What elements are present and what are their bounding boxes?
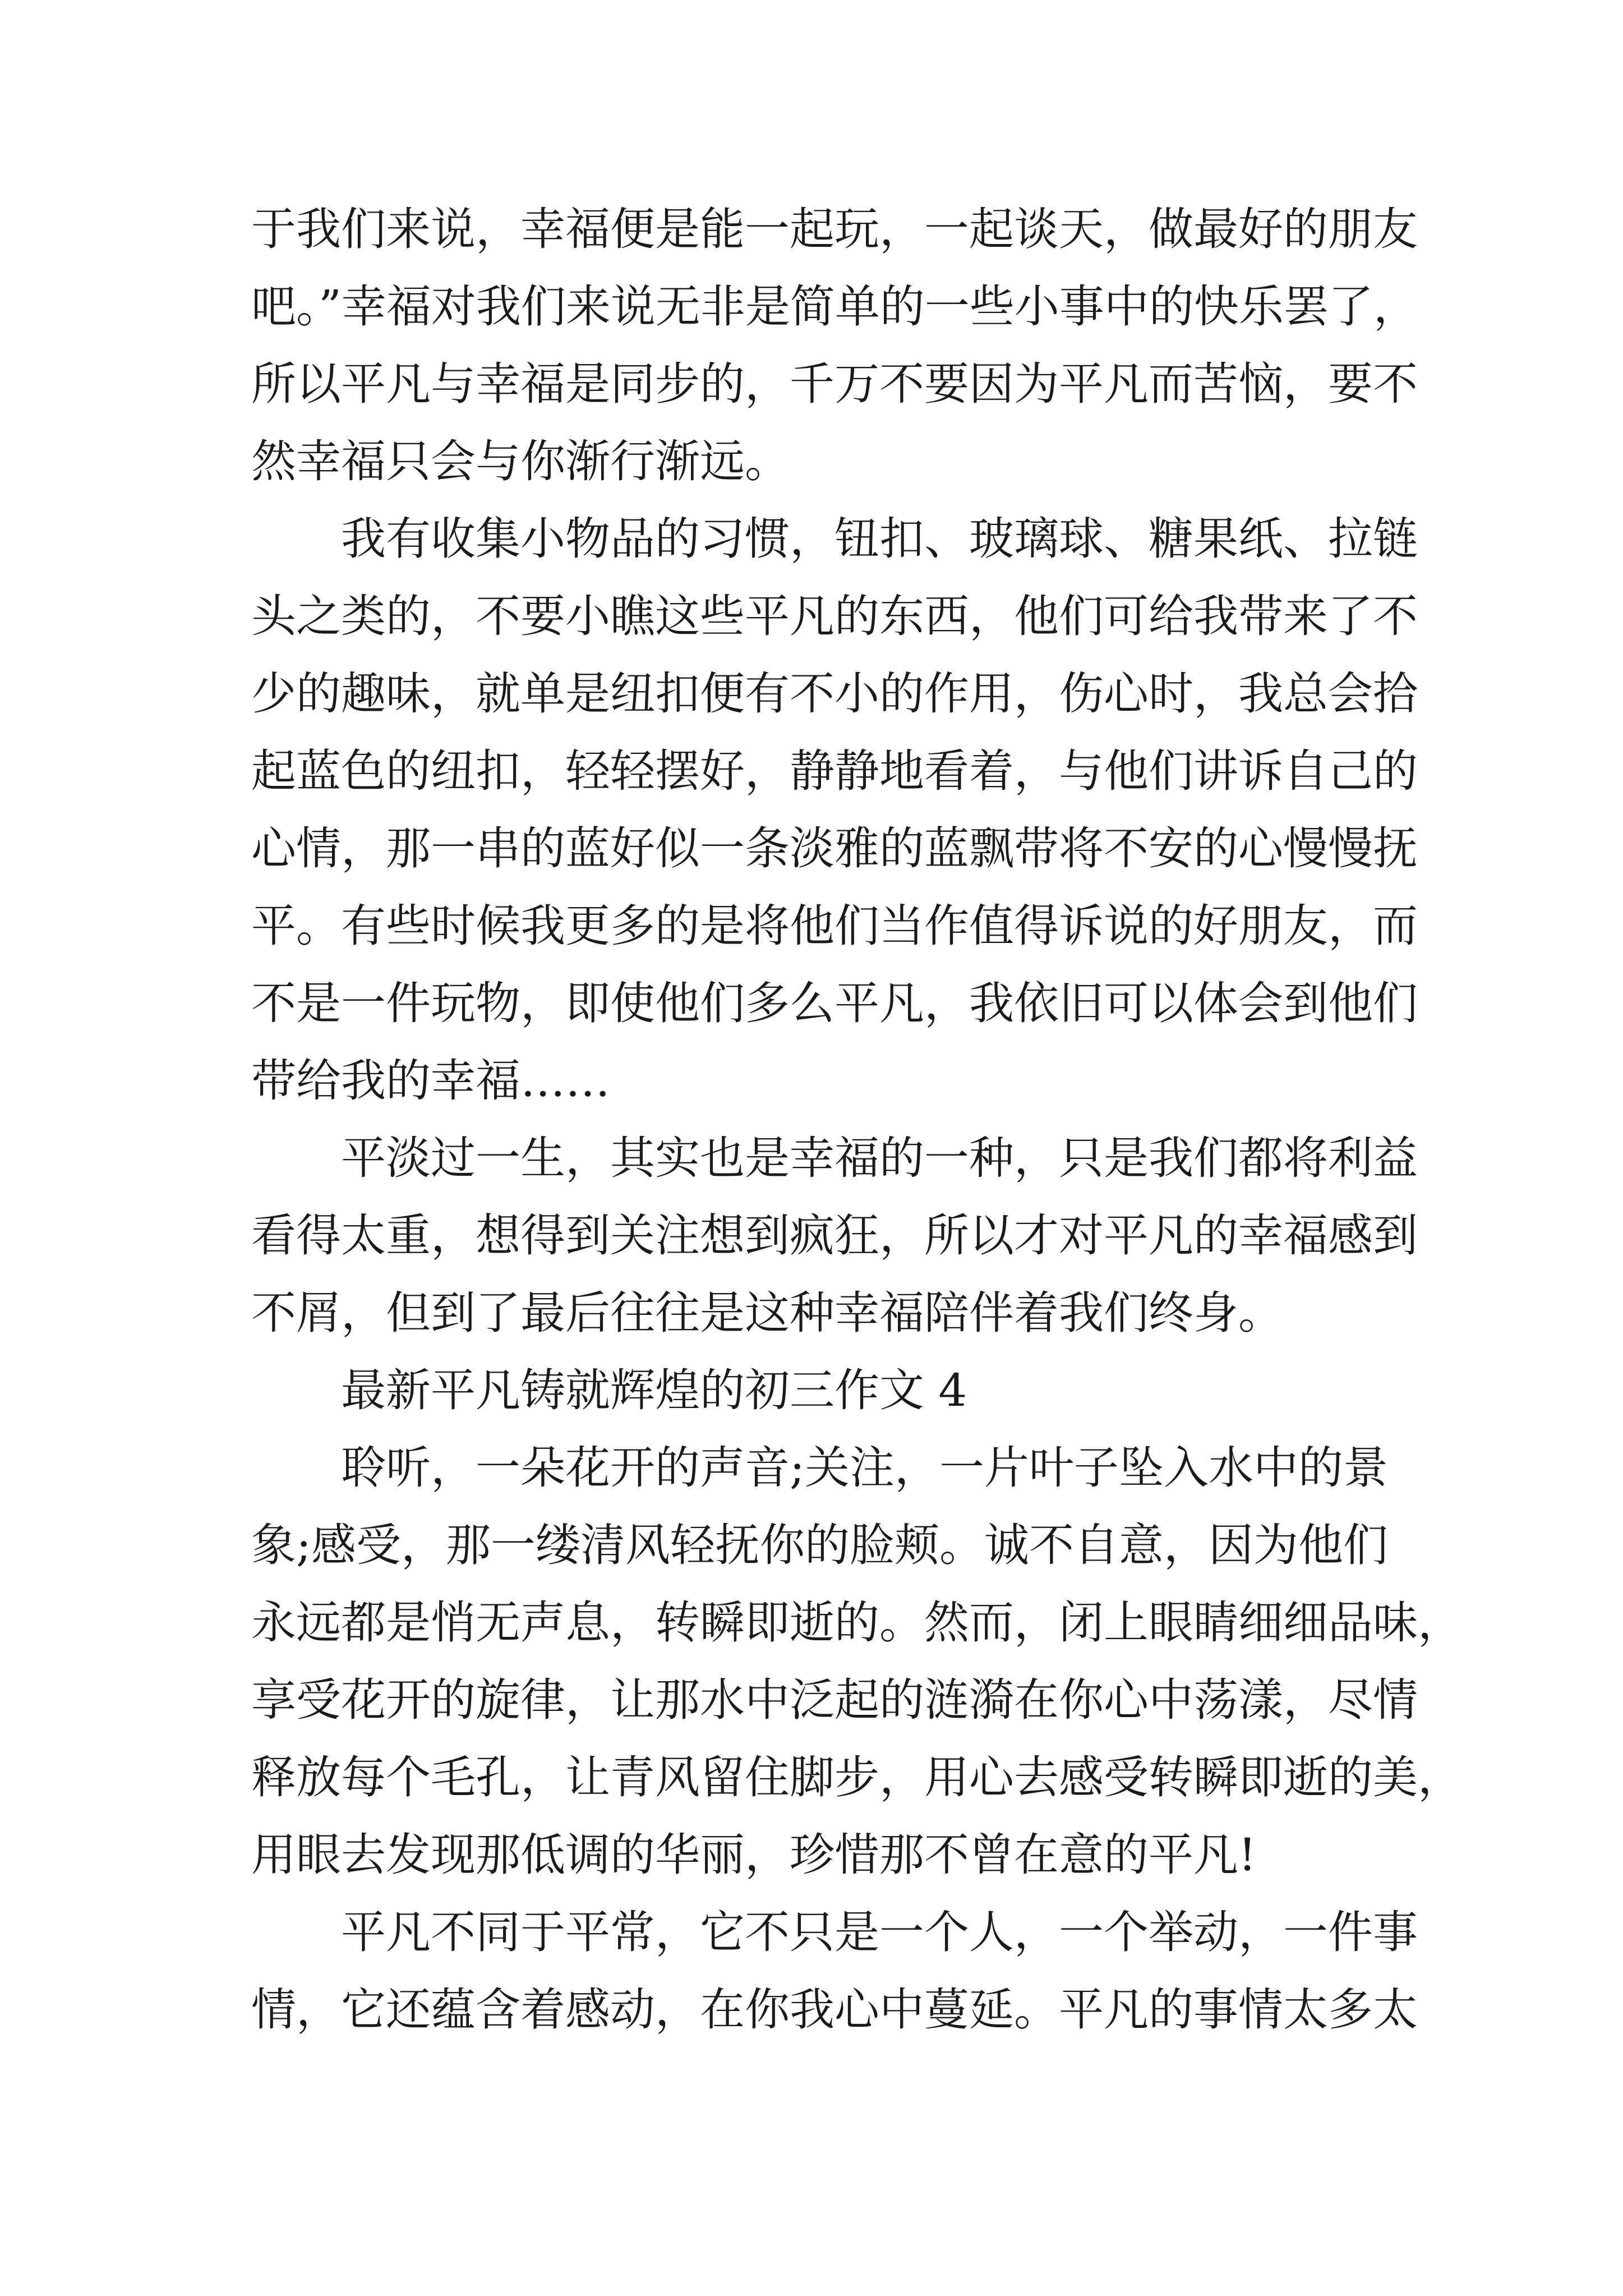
paragraph-first-line: 平淡过一生，其实也是幸福的一种，只是我们都将利益	[341, 1132, 1418, 1184]
text-line: 情，它还蕴含着感动，在你我心中蔓延。平凡的事情太多太	[251, 1984, 1418, 2036]
text-line: 不是一件玩物，即使他们多么平凡，我依旧可以体会到他们	[251, 977, 1418, 1029]
text-line: 享受花开的旋律，让那水中泛起的涟漪在你心中荡漾，尽情	[251, 1674, 1418, 1726]
text-line: 释放每个毛孔，让青风留住脚步，用心去感受转瞬即逝的美，	[251, 1751, 1463, 1803]
text-line: 永远都是悄无声息，转瞬即逝的。然而，闭上眼睛细细品味，	[251, 1596, 1463, 1649]
text-line: 看得太重，想得到关注想到疯狂，所以才对平凡的幸福感到	[251, 1209, 1418, 1262]
text-line: 吧。”幸福对我们来说无非是简单的一些小事中的快乐罢了，	[251, 280, 1418, 333]
body-text	[251, 191, 1463, 2049]
text-line: 所以平凡与幸福是同步的，千万不要因为平凡而苦恼，要不	[251, 358, 1418, 410]
text-line: 带给我的幸福……	[251, 1055, 610, 1107]
text-line: 平。有些时候我更多的是将他们当作值得诉说的好朋友，而	[251, 900, 1418, 952]
text-line: 头之类的，不要小瞧这些平凡的东西，他们可给我带来了不	[251, 590, 1418, 642]
text-line: 然幸福只会与你渐行渐远。	[251, 435, 790, 487]
text-line: 少的趣味，就单是纽扣便有不小的作用，伤心时，我总会拾	[251, 668, 1418, 720]
text-line: 心情，那一串的蓝好似一条淡雅的蓝飘带将不安的心慢慢抚	[251, 822, 1418, 875]
paragraph-first-line: 聆听，一朵花开的声音;关注，一片叶子坠入水中的景	[341, 1442, 1388, 1494]
paragraph-first-line: 平凡不同于平常，它不只是一个人，一个举动，一件事	[341, 1906, 1418, 1958]
text-line: 象;感受，那一缕清风轻抚你的脸颊。诚不自意，因为他们	[251, 1519, 1388, 1571]
section-heading: 最新平凡铸就辉煌的初三作文 4	[341, 1364, 967, 1416]
paragraph-first-line: 我有收集小物品的习惯，钮扣、玻璃球、糖果纸、拉链	[341, 513, 1418, 565]
text-line: 于我们来说，幸福便是能一起玩，一起谈天，做最好的朋友	[251, 203, 1418, 255]
text-line: 用眼去发现那低调的华丽，珍惜那不曾在意的平凡!	[251, 1829, 1257, 1881]
text-line: 起蓝色的纽扣，轻轻摆好，静静地看着，与他们讲诉自己的	[251, 745, 1418, 797]
text-line: 不屑，但到了最后往往是这种幸福陪伴着我们终身。	[251, 1287, 1283, 1339]
